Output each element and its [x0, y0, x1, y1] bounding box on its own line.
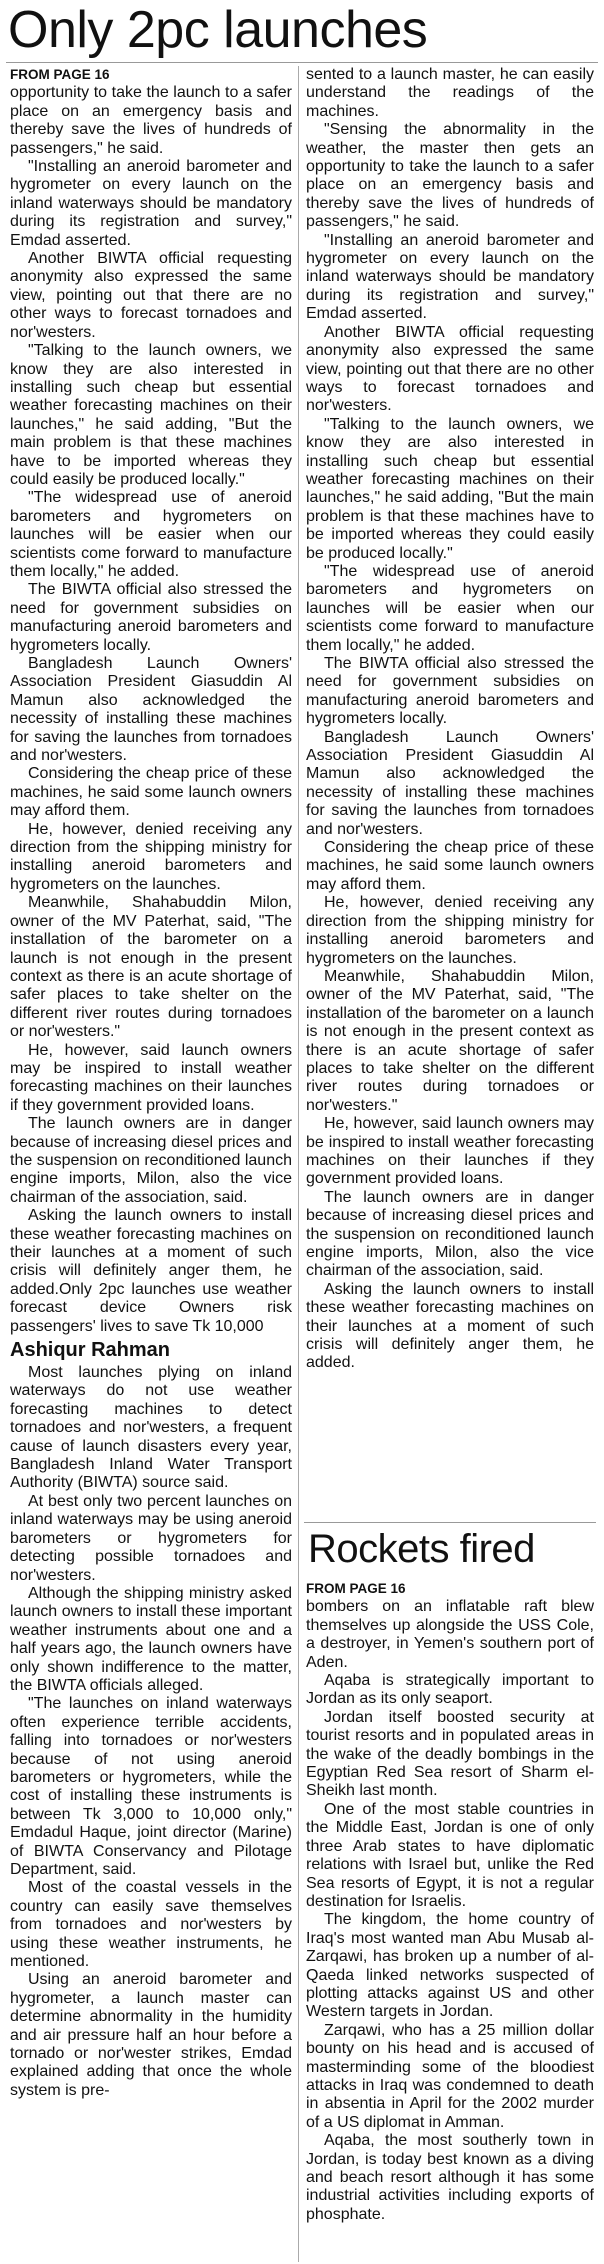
paragraph: "Installing an aneroid barometer and hygrometer on every launch on the inland waterways should be mandatory during its registration and survey," Emdad asserted. [10, 158, 292, 249]
paragraph: Another BIWTA official requesting anonymity also expressed the same view, pointing out that there are no other ways to forecast tornadoes and nor'westers. [10, 250, 292, 341]
paragraph: Meanwhile, Shahabuddin Milon, owner of the MV Paterhat, said, "The installation of the barometer on a launch is not enough in the present context as there is an acute shortage of safer places to take shelter on the different river routes during tornadoes or nor'westers." [10, 894, 292, 1041]
paragraph: bombers on an inflatable raft blew themselves up alongside the USS Cole, a destroyer, in Yemen's southern port of Aden. [306, 1598, 594, 1671]
paragraph: Considering the cheap price of these machines, he said some launch owners may afford them. [10, 765, 292, 820]
paragraph: The launch owners are in danger because of increasing diesel prices and the suspension on reconditioned launch engine imports, Milon, also the vice chairman of the association, said. [306, 1188, 594, 1280]
paragraph: Using an aneroid barometer and hygrometer, a launch master can determine abnormality in the humidity and air pressure half an hour before a tornado or nor'wester strikes, Emdad explained adding that once the whole system is pre- [10, 1971, 292, 2099]
paragraph: He, however, denied receiving any direction from the shipping ministry for installing aneroid barometers and hygrometers on the launches. [306, 894, 594, 967]
paragraph: One of the most stable countries in the Middle East, Jordan is one of only three Arab states to have diplomatic relations with Israel but, unlike the Red Sea resorts of Egypt, it is not a regular destination for Israelis. [306, 1800, 594, 1910]
paragraph: He, however, said launch owners may be inspired to install weather forecasting machines on their launches if they government provided loans. [306, 1115, 594, 1188]
paragraph: "Sensing the abnormality in the weather, the master then gets an opportunity to take the launch to a safer place on an emergency basis and thereby save the lives of hundreds of passengers," he said. [306, 121, 594, 231]
from-page-label: FROM PAGE 16 [10, 67, 110, 82]
story1-column-2 [306, 66, 594, 1520]
paragraph: "The widespread use of aneroid barometers and hygrometers on launches will be easier when our scientists come forward to manufacture them locally," he added. [306, 562, 594, 654]
paragraph: Aqaba, the most southerly town in Jordan, is today best known as a diving and beach resort although it has some industrial activities including exports of phosphate. [306, 2132, 594, 2223]
paragraph: Most launches plying on inland waterways do not use weather forecasting machines to detect tornadoes and nor'westers, a frequent cause of launch disasters every year, Bangladesh Inland Water Transport Authority (BIWTA) source said. [10, 1364, 292, 1492]
byline: Ashiqur Rahman [10, 1339, 171, 1362]
paragraph: Aqaba is strategically important to Jordan as its only seaport. [306, 1672, 594, 1708]
paragraph: Meanwhile, Shahabuddin Milon, owner of the MV Paterhat, said, "The installation of the barometer on a launch is not enough in the present context as there is an acute shortage of safer places to take shelter on the different river routes during tornadoes or nor'westers." [306, 967, 594, 1114]
story1-column-1 [10, 66, 292, 2262]
paragraph: "The launches on inland waterways often experience terrible accidents, falling into tornadoes or nor'westers because of not using aneroid barometers or hygrometers, while the cost of installing these instruments is between Tk 3,000 to 10,000 only," Emdadul Haque, joint director (Marine) of BIWTA Conservancy and Pilotage Department, said. [10, 1695, 292, 1878]
paragraph: "The widespread use of aneroid barometers and hygrometers on launches will be easier when our scientists come forward to manufacture them locally," he added. [10, 489, 292, 580]
paragraph: Most of the coastal vessels in the country can easily save themselves from tornadoes and nor'westers by using these weather instruments, he mentioned. [10, 1879, 292, 1971]
paragraph: The kingdom, the home country of Iraq's most wanted man Abu Musab al-Zarqawi, has broken up a number of al-Qaeda linked networks suspected of plotting attacks against US and other Western targets in Jordan. [306, 1911, 594, 2021]
paragraph: Considering the cheap price of these machines, he said some launch owners may afford them. [306, 839, 594, 893]
paragraph: opportunity to take the launch to a safer place on an emergency basis and thereby save the lives of hundreds of passengers," he said. [10, 84, 292, 157]
headline-only-2pc-launches: Only 2pc launches [8, 1, 428, 59]
paragraph: Another BIWTA official requesting anonymity also expressed the same view, pointing out that there are no other ways to forecast tornadoes and nor'westers. [306, 323, 594, 415]
paragraph: Zarqawi, who has a 25 million dollar bounty on his head and is accused of masterminding some of the bloodiest attacks in Iraq was condemned to death in absentia in April for the 2002 murder of a US diplomat in Amman. [306, 2021, 594, 2131]
paragraph: Bangladesh Launch Owners' Association President Giasuddin Al Mamun also acknowledged the necessity of installing these machines for saving the launches from tornadoes and nor'westers. [306, 728, 594, 838]
paragraph: Bangladesh Launch Owners' Association President Giasuddin Al Mamun also acknowledged the necessity of installing these machines for saving the launches from tornadoes and nor'westers. [10, 655, 292, 765]
headline-rockets-fired: Rockets fired [308, 1527, 535, 1571]
paragraph: "Talking to the launch owners, we know they are also interested in installing such cheap but essential weather forecasting machines on their launches," he said adding, "But the main problem is that these machines have to be imported whereas they could easily be produced locally." [306, 415, 594, 562]
paragraph: At best only two percent launches on inland waterways may be using aneroid barometers or hygrometers for detecting possible tornadoes and nor'westers. [10, 1492, 292, 1584]
story-separator [304, 1522, 596, 1523]
paragraph: The BIWTA official also stressed the need for government subsidies on manufacturing aneroid barometers and hygrometers locally. [10, 581, 292, 654]
paragraph: He, however, said launch owners may be inspired to install weather forecasting machines on their launches if they government provided loans. [10, 1041, 292, 1114]
paragraph: Jordan itself boosted security at tourist resorts and in populated areas in the wake of the deadly bombings in the Egyptian Red Sea resort of Sharm el-Sheikh last month. [306, 1708, 594, 1800]
story2-column [306, 1580, 594, 2262]
headline-rule [6, 62, 598, 63]
column-divider [298, 66, 299, 2262]
paragraph: The launch owners are in danger because of increasing diesel prices and the suspension on reconditioned launch engine imports, Milon, also the vice chairman of the association, said. [10, 1115, 292, 1206]
paragraph: Asking the launch owners to install these weather forecasting machines on their launches at a moment of such crisis will definitely anger them, he added.Only 2pc launches use weather forecast device Owners risk passengers' lives to save Tk 10,000 [10, 1207, 292, 1335]
from-page-label: FROM PAGE 16 [306, 1581, 406, 1596]
paragraph: "Installing an aneroid barometer and hygrometer on every launch on the inland waterways should be mandatory during its registration and survey," Emdad asserted. [306, 231, 594, 323]
paragraph: Asking the launch owners to install these weather forecasting machines on their launches at a moment of such crisis will definitely anger them, he added. [306, 1280, 594, 1372]
paragraph: "Talking to the launch owners, we know they are also interested in installing such cheap but essential weather forecasting machines on their launches," he said adding, "But the main problem is that these machines have to be imported whereas they could easily be produced locally." [10, 342, 292, 488]
paragraph: He, however, denied receiving any direction from the shipping ministry for installing aneroid barometers and hygrometers on the launches. [10, 820, 292, 893]
paragraph: The BIWTA official also stressed the need for government subsidies on manufacturing aneroid barometers and hygrometers locally. [306, 655, 594, 728]
paragraph: Although the shipping ministry asked launch owners to install these important weather instruments about one and a half years ago, the launch owners have only shown indifference to the matter, the BIWTA officials alleged. [10, 1584, 292, 1694]
paragraph: sented to a launch master, he can easily understand the readings of the machines. [306, 66, 594, 120]
